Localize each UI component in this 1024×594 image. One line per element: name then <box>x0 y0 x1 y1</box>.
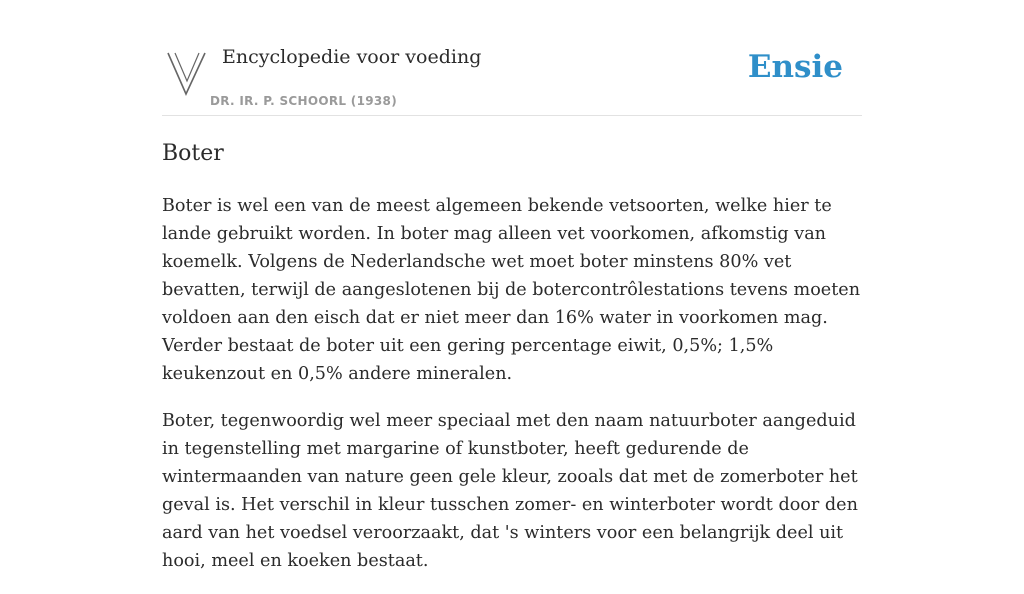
v-logo-icon[interactable] <box>166 48 208 96</box>
ensie-brand-link[interactable]: Ensie <box>747 49 843 85</box>
page-header <box>162 0 862 116</box>
book-title[interactable]: Encyclopedie voor voeding <box>222 46 482 68</box>
article-paragraph: Boter is wel een van de meest algemeen bekende vetsoorten, welke hier te lande gebruikt worden. In boter mag alleen vet voorkomen, afkomstig van koemelk. Volgens de Nederlandsche wet moet boter minstens 80% vet bevatten, terwijl de aangeslotenen bij de botercontrôlestations tevens moeten voldoen aan den eisch dat er niet meer dan 16% water in voorkomen mag. Verder bestaat de boter uit een gering percentage eiwit, 0,5%; 1,5% keukenzout en 0,5% andere mineralen. <box>162 196 861 384</box>
article-paragraph: Boter, tegenwoordig wel meer speciaal met den naam natuurboter aangeduid in tegenstelling met margarine of kunstboter, heeft gedurende de wintermaanden van nature geen gele kleur, zooals dat met de zomerboter het geval is. Het verschil in kleur tusschen zomer- en winterboter wordt door den aard van het voedsel veroorzaakt, dat 's winters voor een belangrijk deel uit hooi, meel en koeken bestaat. <box>162 411 858 571</box>
book-author: DR. IR. P. SCHOORL (1938) <box>210 94 397 108</box>
page <box>162 0 862 571</box>
article-title: Boter <box>162 141 224 166</box>
article-body <box>162 192 862 594</box>
